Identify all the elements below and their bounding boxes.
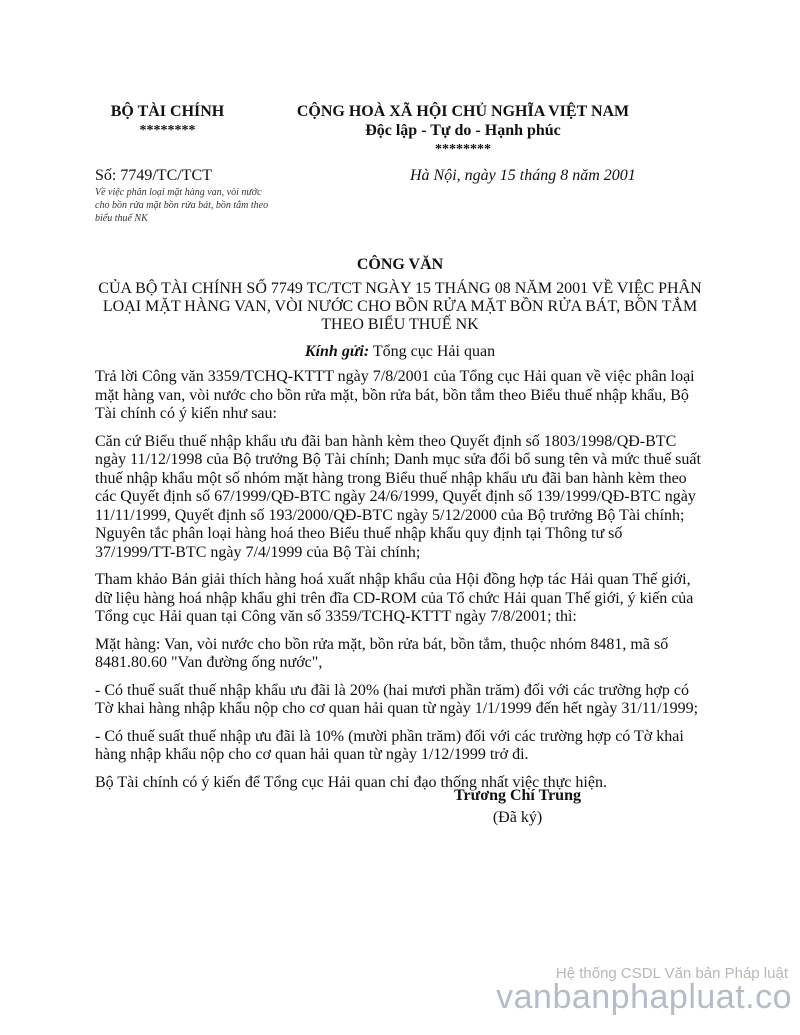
- body-paragraph: Bộ Tài chính có ý kiến để Tổng cục Hải quan chỉ đạo thống nhất việc thực hiện.: [95, 773, 607, 791]
- body-paragraph: Mặt hàng: Van, vòi nước cho bồn rửa mặt, bồn rửa bát, bồn tắm, thuộc nhóm 8481, mã số 8481.80.60 "Van đường ống nước",: [95, 635, 669, 671]
- recipient-label: Kính gửi:: [304, 343, 370, 360]
- body-paragraph: - Có thuế suất thuế nhập khẩu ưu đãi là 20% (hai mươi phần trăm) đối với các trường hợp có Tờ khai hàng nhập khẩu nộp cho cơ quan hải quan từ ngày 1/1/1999 đến hết ngày 31/11/1999;: [95, 681, 699, 717]
- nation-stars: ********: [435, 142, 491, 157]
- document-type: CÔNG VĂN: [356, 256, 444, 273]
- watermark-site: vanbanphapluat.co: [496, 978, 792, 1016]
- ministry-name: BỘ TÀI CHÍNH: [110, 103, 225, 120]
- body-paragraph: Căn cứ Biểu thuế nhập khẩu ưu đãi ban hành kèm theo Quyết định số 1803/1998/QĐ-BTC ngày 11/12/1998 của Bộ trưởng Bộ Tài chính; Danh mục sửa đổi bổ sung tên và mức thuế suất thuế nhập khẩu một số nhóm mặt hàng trong Biểu thuế nhập khẩu ưu đãi ban hành kèm theo các Quyết định số 67/1999/QĐ-BTC ngày 24/6/1999, Quyết định số 139/1999/QĐ-BTC ngày 11/11/1999, Quyết định số 193/2000/QĐ-BTC ngày 5/12/2000 của Bộ trưởng Bộ Tài chính; Nguyên tắc phân loại hàng hoá theo Biểu thuế nhập khẩu quy định tại Thông tư số 37/1999/TT-BTC ngày 7/4/1999 của Bộ Tài chính;: [95, 432, 701, 561]
- ministry-block: [100, 103, 235, 139]
- document-body: [95, 368, 705, 801]
- document-subject: Về việc phân loại mặt hàng van, vòi nước cho bồn rửa mặt bồn rửa bát, bồn tắm theo biểu thuế NK: [95, 187, 269, 224]
- body-paragraph: Tham khảo Bản giải thích hàng hoá xuất nhập khẩu của Hội đồng hợp tác Hải quan Thế giới, dữ liệu hàng hoá nhập khẩu ghi trên đĩa CD-ROM của Tổ chức Hải quan Thế giới, ý kiến của Tổng cục Hải quan tại Công văn số 3359/TCHQ-KTTT ngày 7/8/2001; thì:: [95, 571, 694, 625]
- body-paragraph: Trả lời Công văn 3359/TCHQ-KTTT ngày 7/8/2001 của Tổng cục Hải quan về việc phân loại mặt hàng van, vòi nước cho bồn rửa mặt, bồn rửa bát, bồn tắm theo Biểu thuế nhập khẩu, Bộ Tài chính có ý kiến như sau:: [95, 368, 695, 422]
- recipient-line: [95, 343, 705, 361]
- document-number: Số: 7749/TC/TCT: [95, 167, 212, 184]
- national-heading: [268, 103, 658, 158]
- watermark-caption: Hệ thống CSDL Văn bản Pháp luật: [555, 965, 788, 982]
- signer-name: Trương Chí Trung: [454, 787, 581, 804]
- recipient-name: Tổng cục Hải quan: [369, 343, 496, 360]
- body-paragraph: - Có thuế suất thuế nhập ưu đãi là 10% (mười phần trăm) đối với các trường hợp có Tờ khai hàng nhập khẩu nộp cho cơ quan hải quan từ ngày 1/12/1999 trở đi.: [95, 727, 684, 763]
- nation-name: CỘNG HOÀ XÃ HỘI CHỦ NGHĨA VIỆT NAM: [296, 103, 630, 120]
- national-motto: Độc lập - Tự do - Hạnh phúc: [365, 122, 561, 139]
- signed-status: (Đã ký): [492, 809, 543, 826]
- document-heading: CỦA BỘ TÀI CHÍNH SỐ 7749 TC/TCT NGÀY 15 THÁNG 08 NĂM 2001 VỀ VIỆC PHÂN LOẠI MẶT HÀNG VAN, VÒI NƯỚC CHO BỒN RỬA MẶT BỒN RỬA BÁT, BỒN TẮM THEO BIỂU THUẾ NK: [98, 280, 702, 333]
- ministry-stars: ********: [139, 123, 196, 138]
- place-date: Hà Nội, ngày 15 tháng 8 năm 2001: [410, 167, 636, 184]
